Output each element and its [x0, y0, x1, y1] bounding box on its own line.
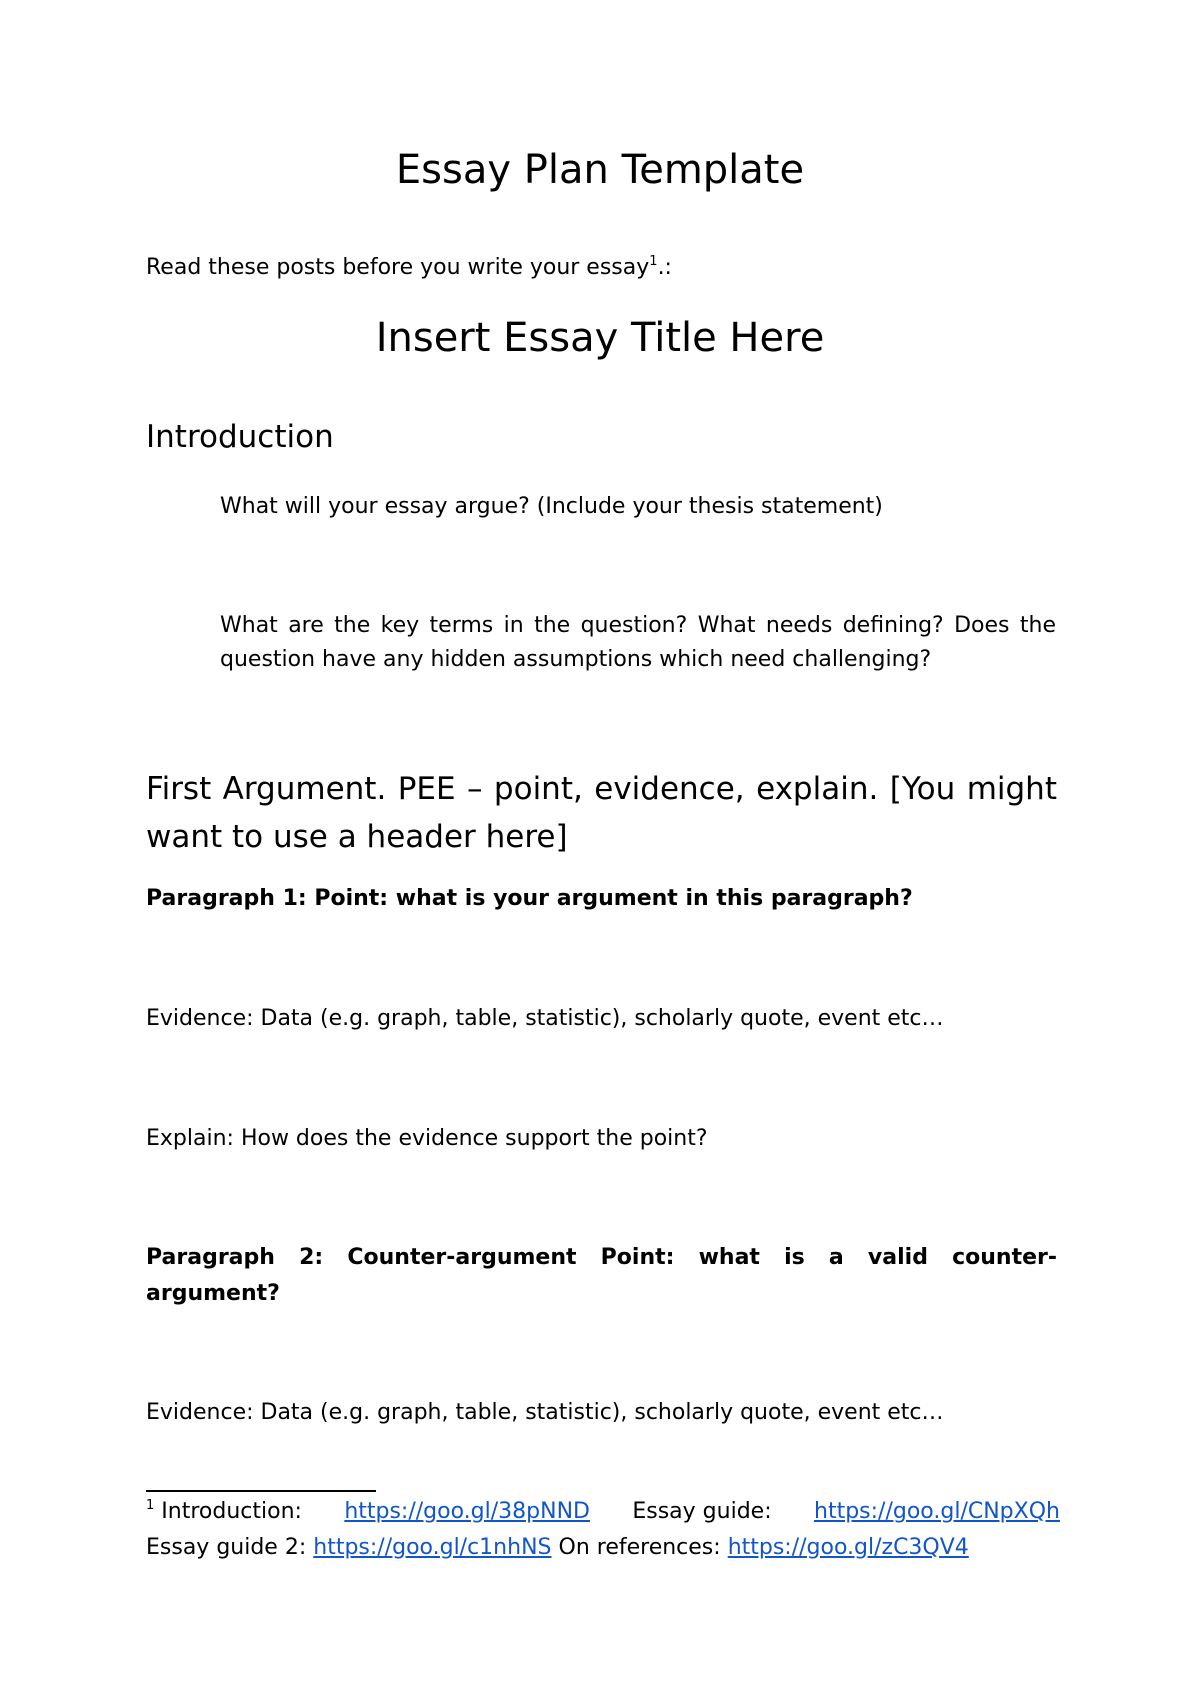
footnote-essay-guide2-label: Essay guide 2: — [146, 1535, 307, 1560]
essay-title: Insert Essay Title Here — [375, 315, 825, 361]
footnote-essay-guide-label: Essay guide: — [632, 1499, 772, 1524]
intro-instruction — [146, 254, 672, 282]
paragraph1-explain: Explain: How does the evidence support the point? — [146, 1126, 708, 1151]
paragraph2-evidence: Evidence: Data (e.g. graph, table, statistic), scholarly quote, event etc… — [146, 1400, 944, 1425]
introduction-link[interactable]: https://goo.gl/38pNND — [344, 1499, 590, 1524]
paragraph1-point: Paragraph 1: Point: what is your argument in this paragraph? — [146, 886, 913, 911]
intro-instruction-suffix: .: — [657, 255, 672, 280]
footnote-line-2 — [146, 1530, 969, 1566]
references-link[interactable]: https://goo.gl/zC3QV4 — [727, 1535, 969, 1560]
introduction-heading: Introduction — [146, 419, 334, 455]
intro-question-key-terms: What are the key terms in the question? What needs defining? Does the question have any hidden assumptions which need challenging? — [220, 613, 1056, 672]
paragraph2-point: Paragraph 2: Counter-argument Point: what is a valid counter-argument? — [146, 1245, 1057, 1306]
footnote-mark: 1 — [146, 1498, 155, 1513]
intro-instruction-text: Read these posts before you write your essay — [146, 255, 650, 280]
essay-guide-link[interactable]: https://goo.gl/CNpXQh — [814, 1499, 1060, 1524]
footnote-introduction-label: Introduction: — [161, 1499, 302, 1524]
footnote-references-label: On references: — [558, 1535, 721, 1560]
paragraph1-evidence: Evidence: Data (e.g. graph, table, statistic), scholarly quote, event etc… — [146, 1006, 944, 1031]
footnote-separator — [146, 1490, 376, 1492]
footnote-introduction — [146, 1494, 302, 1530]
first-argument-heading: First Argument. PEE – point, evidence, explain. [You might want to use a header here] — [146, 771, 1057, 855]
footnote-reference[interactable]: 1 — [649, 254, 658, 269]
document-title: Essay Plan Template — [395, 147, 805, 193]
essay-guide-2-link[interactable]: https://goo.gl/c1nhNS — [313, 1535, 552, 1560]
intro-question-thesis: What will your essay argue? (Include your thesis statement) — [220, 494, 883, 519]
footnote-line-1 — [146, 1494, 1060, 1530]
